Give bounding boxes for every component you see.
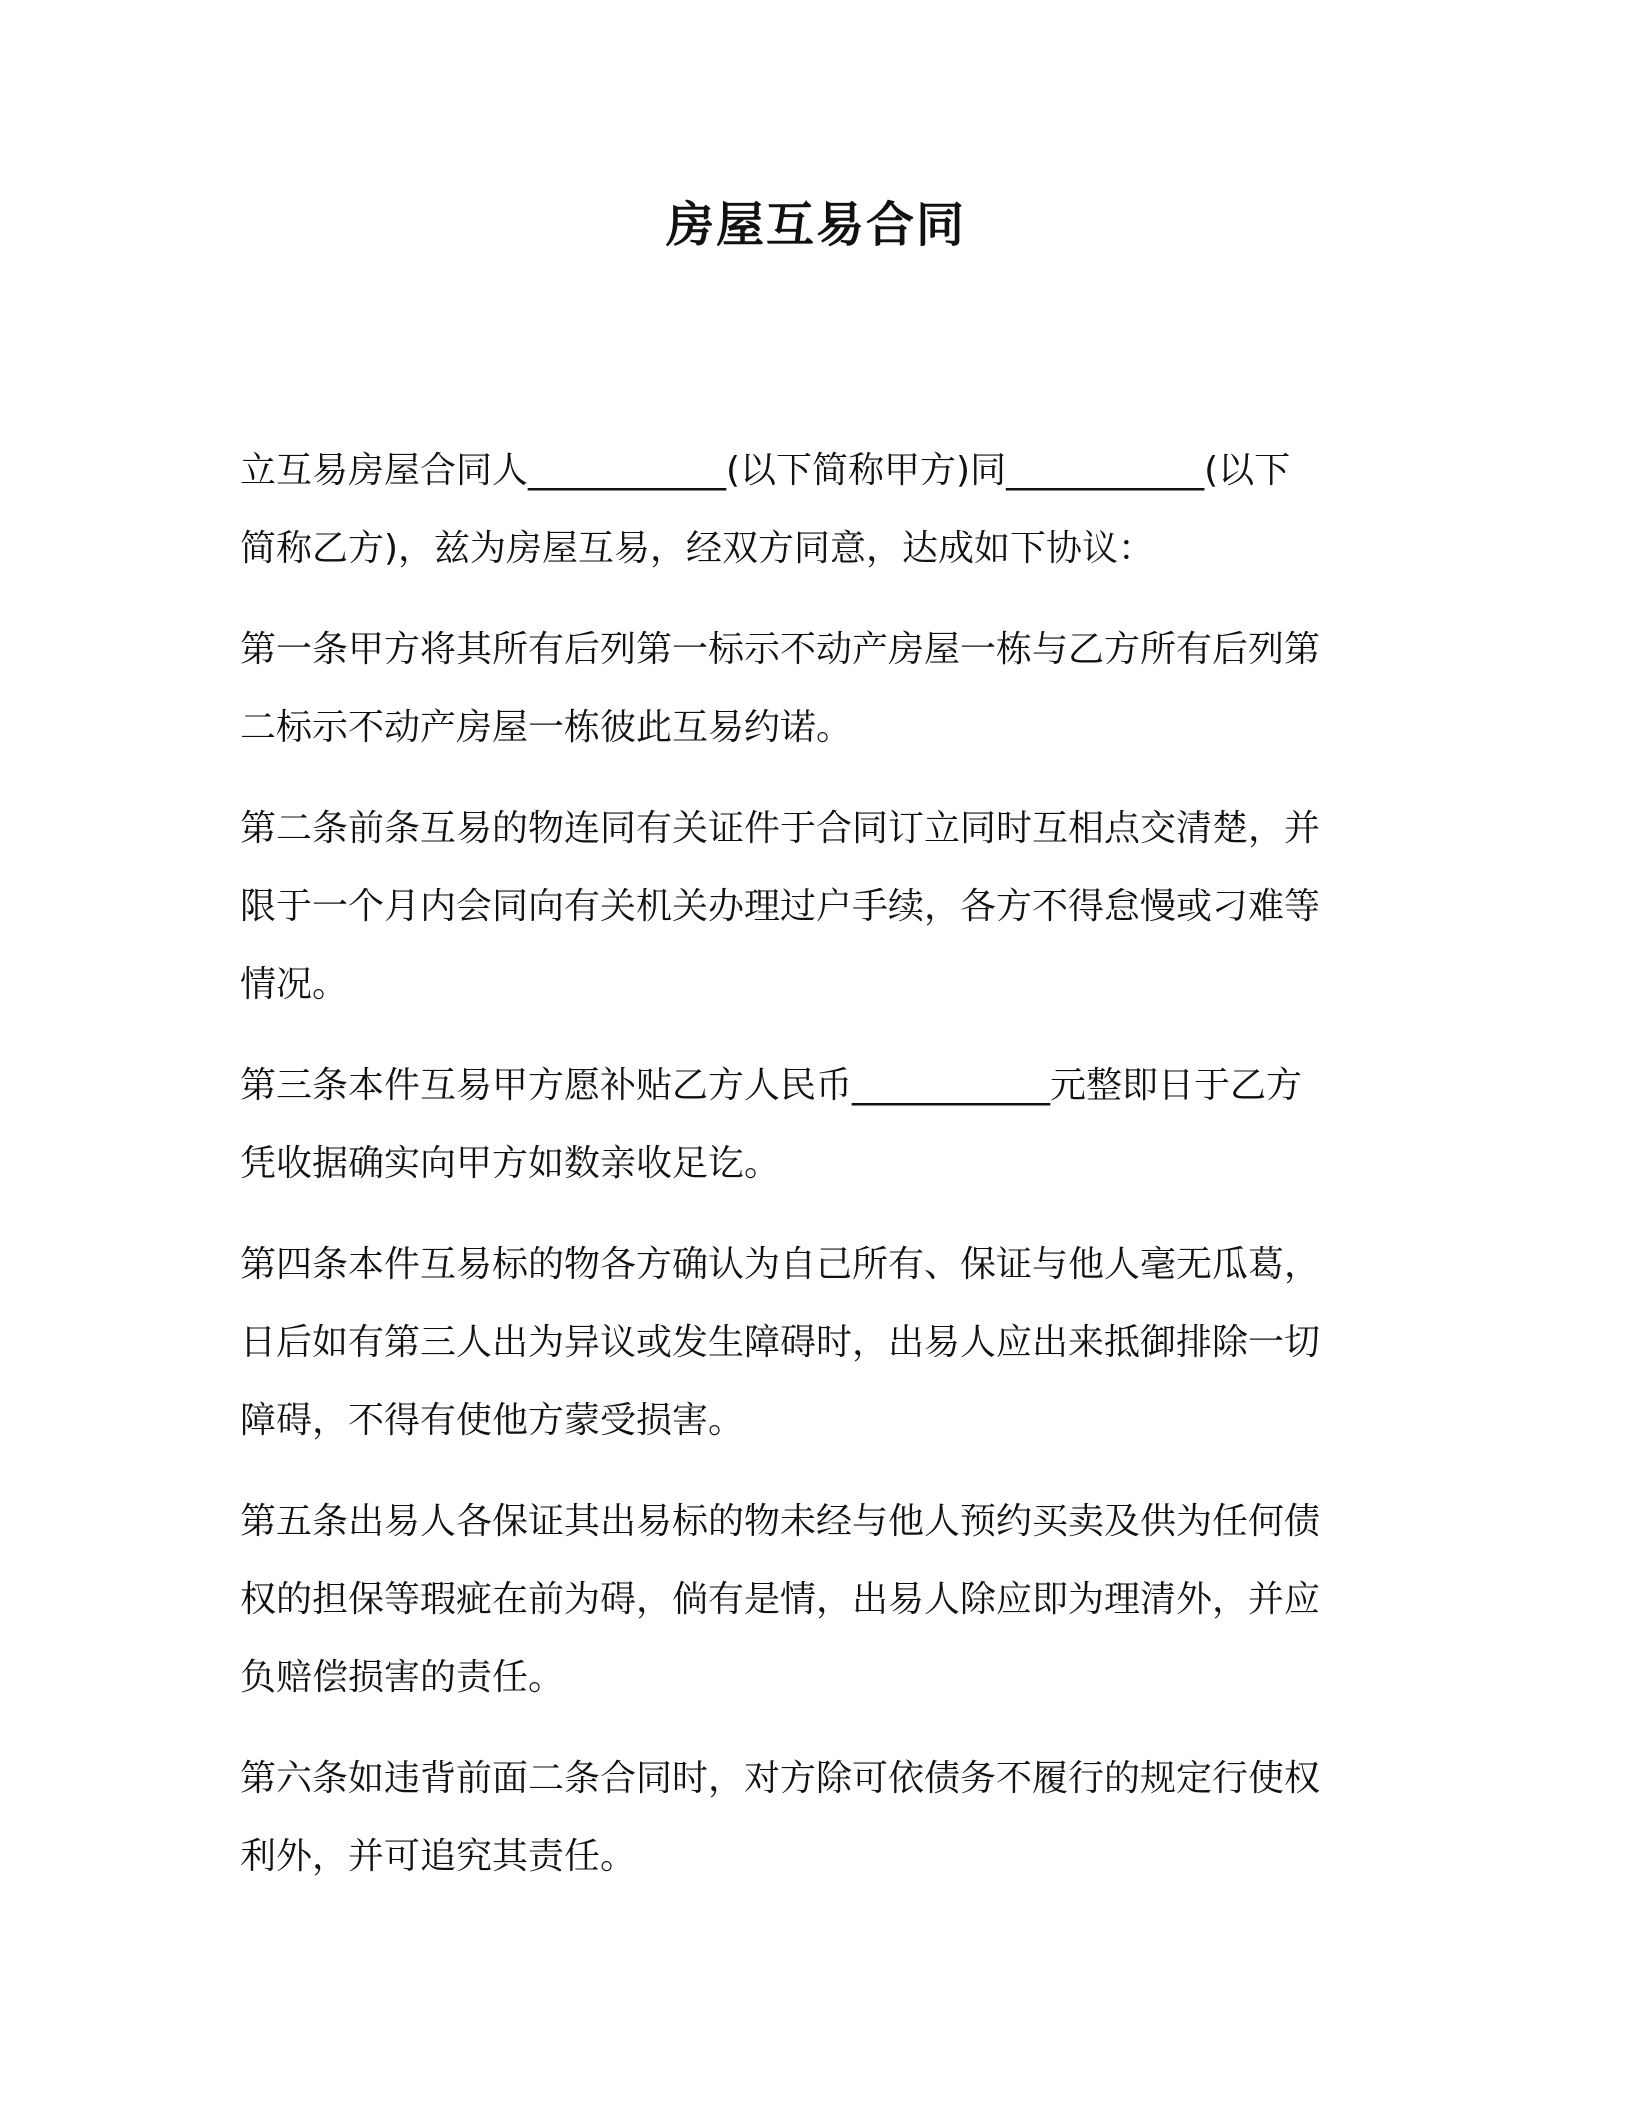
text-line: 负赔偿损害的责任。 [240,1657,565,1698]
text-line: 日后如有第三人出为异议或发生障碍时，出易人应出来抵御排除一切 [240,1322,1321,1363]
article-1-paragraph [240,611,1380,767]
text-line: 立互易房屋合同人___________(以下简称甲方)同___________(以下 [240,450,1291,491]
text-line: 第三条本件互易甲方愿补贴乙方人民币___________元整即日于乙方 [240,1065,1303,1106]
text-line: 简称乙方)，兹为房屋互易，经双方同意，达成如下协议： [240,528,1155,569]
text-line: 权的担保等瑕疵在前为碍，倘有是情，出易人除应即为理清外，并应 [240,1579,1321,1620]
article-3-paragraph [240,1047,1380,1203]
article-5-paragraph [240,1483,1380,1717]
text-line: 凭收据确实向甲方如数亲收足讫。 [240,1143,781,1184]
text-line: 利外，并可追究其责任。 [240,1836,637,1877]
article-2-paragraph [240,790,1380,1024]
preamble-paragraph [240,432,1380,588]
text-line: 障碍，不得有使他方蒙受损害。 [240,1400,745,1441]
text-line: 第二条前条互易的物连同有关证件于合同订立同时互相点交清楚，并 [240,808,1321,849]
text-line: 二标示不动产房屋一栋彼此互易约诺。 [240,707,853,748]
article-4-paragraph [240,1226,1380,1460]
text-line: 第五条出易人各保证其出易标的物未经与他人预约买卖及供为任何债 [240,1501,1321,1542]
document-body [240,432,1380,1919]
text-line: 第四条本件互易标的物各方确认为自己所有、保证与他人毫无瓜葛， [240,1244,1321,1285]
text-line: 情况。 [240,964,349,1005]
document-title: 房屋互易合同 [665,197,966,253]
article-6-paragraph [240,1740,1380,1896]
text-line: 第一条甲方将其所有后列第一标示不动产房屋一栋与乙方所有后列第 [240,629,1321,670]
text-line: 限于一个月内会同向有关机关办理过户手续，各方不得怠慢或刁难等 [240,886,1321,927]
text-line: 第六条如违背前面二条合同时，对方除可依债务不履行的规定行使权 [240,1758,1321,1799]
